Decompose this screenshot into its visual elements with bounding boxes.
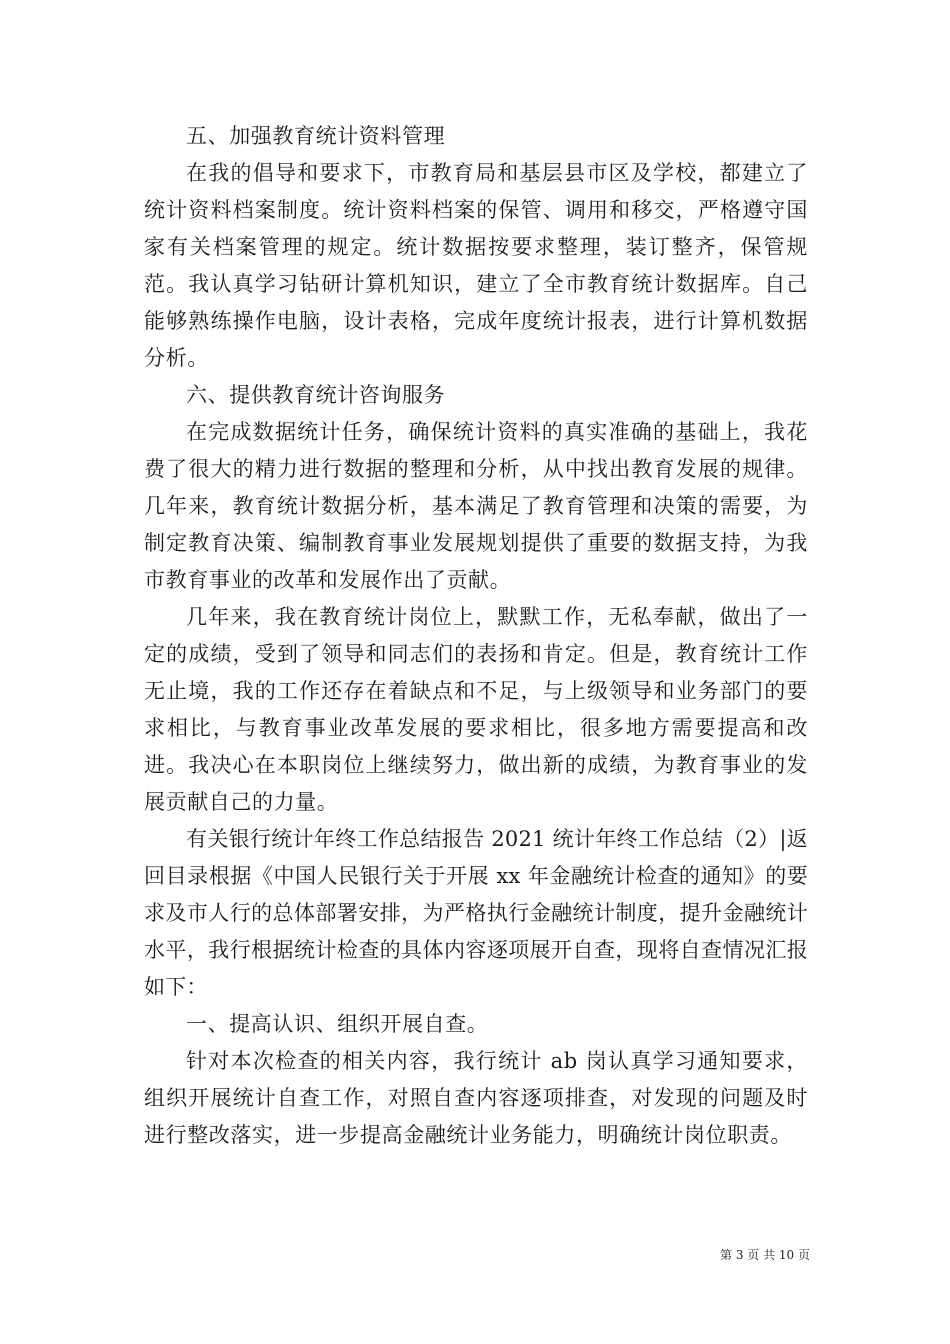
paragraph-archive-management: 在我的倡导和要求下，市教育局和基层县市区及学校，都建立了统计资料档案制度。统计资料档案的保管、调用和移交，严格遵守国家有关档案管理的规定。统计数据按要求整理，装订整齐，保管规范。我认真学习钻研计算机知识，建立了全市教育统计数据库。自己能够熟练操作电脑，设计表格，完成年度统计报表，进行计算机数据分析。 — [144, 161, 808, 370]
document-body — [144, 118, 808, 1154]
paragraph-bank-report-intro: 有关银行统计年终工作总结报告 2021 统计年终工作总结（2）|返回目录根据《中国人民银行关于开展 xx 年金融统计检查的通知》的要求及市人行的总体部署安排，为严格执行金融统计制度，提升金融统计水平，我行根据统计检查的具体内容逐项展开自查，现将自查情况汇报如下： — [144, 827, 808, 999]
section-heading-6: 六、提供教育统计咨询服务 — [186, 383, 446, 407]
paragraph-self-inspection: 针对本次检查的相关内容，我行统计 ab 岗认真学习通知要求，组织开展统计自查工作，对照自查内容逐项排查，对发现的问题及时进行整改落实，进一步提高金融统计业务能力，明确统计岗位职责。 — [144, 1049, 808, 1147]
paragraph-conclusion: 几年来，我在教育统计岗位上，默默工作，无私奉献，做出了一定的成绩，受到了领导和同志们的表扬和肯定。但是，教育统计工作无止境，我的工作还存在着缺点和不足，与上级领导和业务部门的要求相比，与教育事业改革发展的要求相比，很多地方需要提高和改进。我决心在本职岗位上继续努力，做出新的成绩，为教育事业的发展贡献自己的力量。 — [144, 605, 808, 814]
paragraph-consulting-service: 在完成数据统计任务，确保统计资料的真实准确的基础上，我花费了很大的精力进行数据的整理和分析，从中找出教育发展的规律。几年来，教育统计数据分析，基本满足了教育管理和决策的需要，为制定教育决策、编制教育事业发展规划提供了重要的数据支持，为我市教育事业的改革和发展作出了贡献。 — [144, 420, 808, 592]
section-heading-1: 一、提高认识、组织开展自查。 — [186, 1012, 489, 1036]
section-heading-5: 五、加强教育统计资料管理 — [186, 124, 446, 148]
page-number: 第 3 页 共 10 页 — [720, 1248, 810, 1262]
